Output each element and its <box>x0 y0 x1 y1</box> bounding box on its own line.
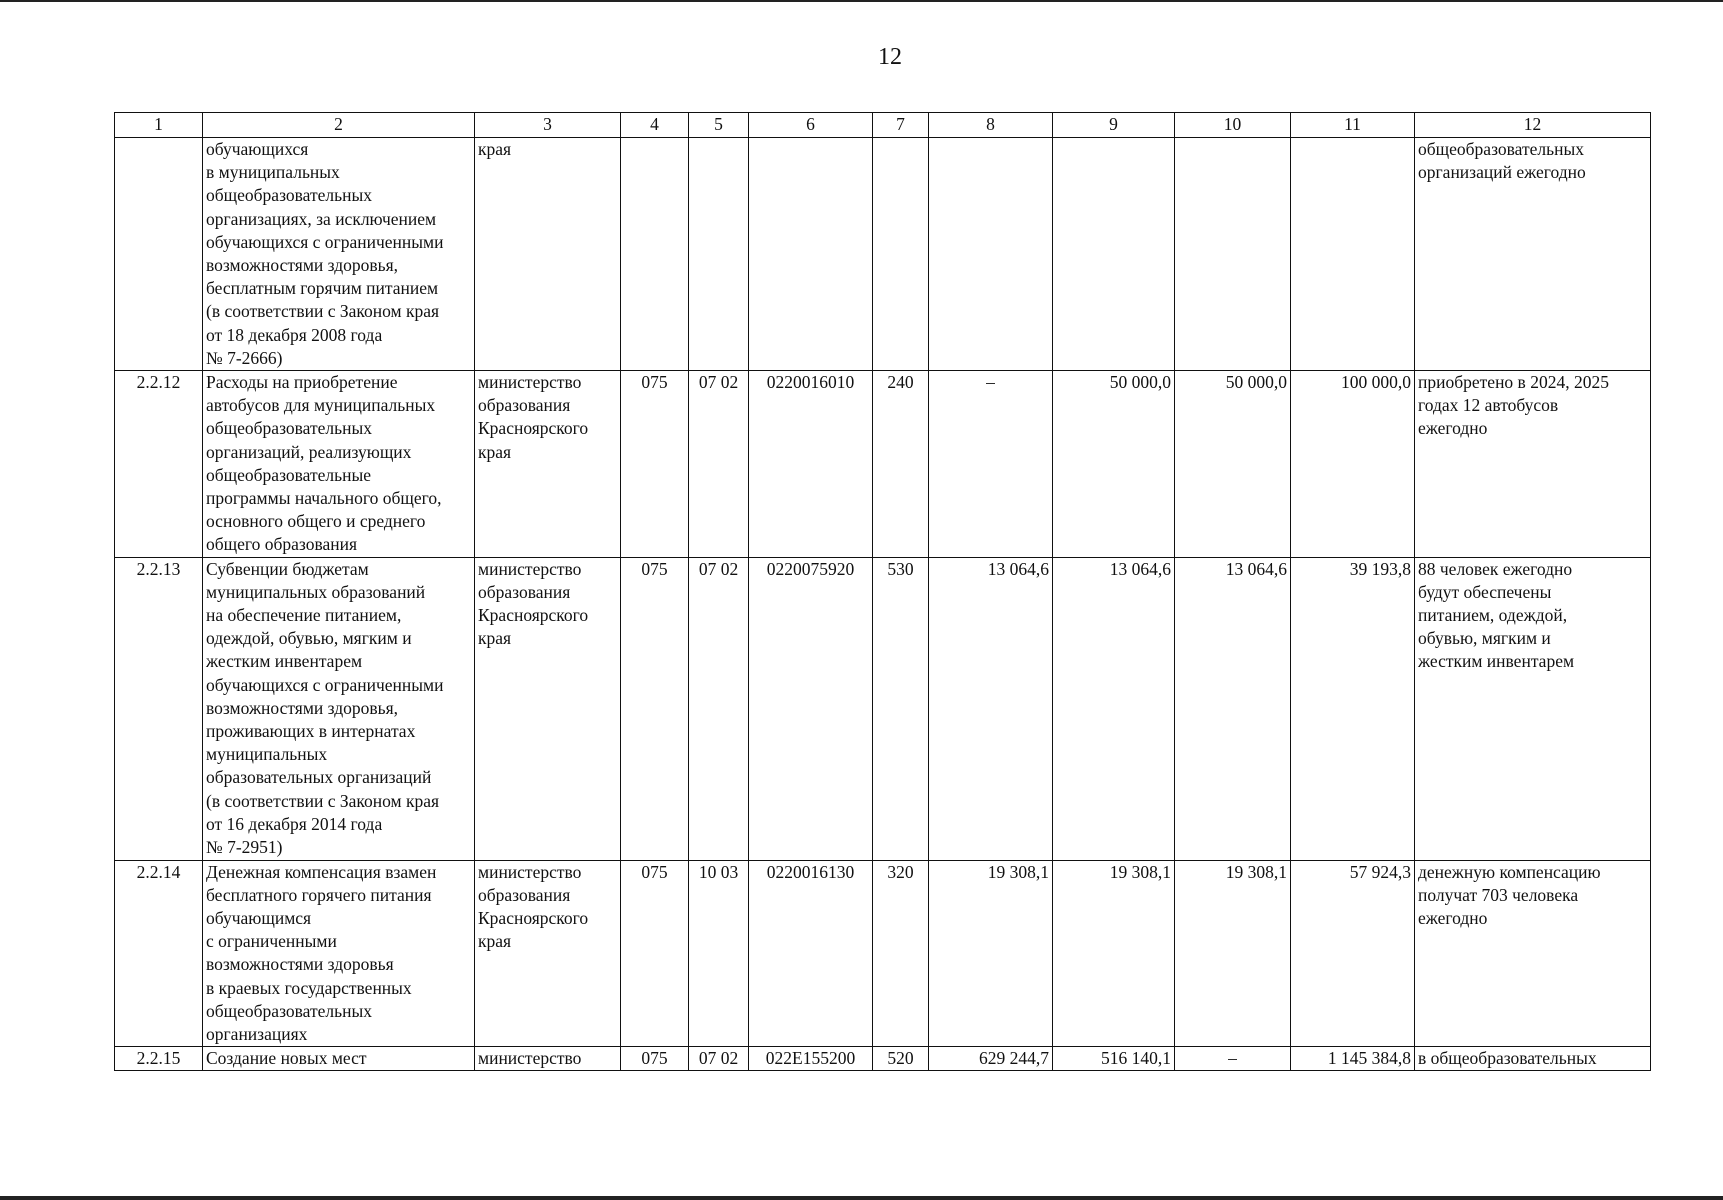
target-article-code: 0220016010 <box>749 371 873 558</box>
expense-type-code: 320 <box>873 860 929 1047</box>
grbs-code: 075 <box>621 557 689 860</box>
scan-edge-bottom <box>0 1196 1723 1200</box>
amount-col-9: 13 064,6 <box>1053 557 1175 860</box>
amount-col-8: 629 244,7 <box>929 1047 1053 1071</box>
expense-type-code: 520 <box>873 1047 929 1071</box>
amount-col-8: – <box>929 371 1053 558</box>
table-row <box>115 138 1651 371</box>
expense-type-code <box>873 138 929 371</box>
expense-type-code: 530 <box>873 557 929 860</box>
target-article-code: 0220016130 <box>749 860 873 1047</box>
amount-col-10: 19 308,1 <box>1175 860 1291 1047</box>
amount-col-8 <box>929 138 1053 371</box>
page-number: 12 <box>878 44 902 70</box>
amount-col-9: 516 140,1 <box>1053 1047 1175 1071</box>
amount-col-10 <box>1175 138 1291 371</box>
amount-col-9: 19 308,1 <box>1053 860 1175 1047</box>
section-code: 07 02 <box>689 371 749 558</box>
amount-total: 57 924,3 <box>1291 860 1415 1047</box>
column-header: 4 <box>621 113 689 138</box>
target-article-code: 022E155200 <box>749 1047 873 1071</box>
section-code <box>689 138 749 371</box>
activity-name: Расходы на приобретение автобусов для муниципальных общеобразовательных организаций, реализующих общеобразовательные программы начального общего, основного общего и среднего общего образования <box>203 371 475 558</box>
expected-result: в общеобразовательных <box>1415 1047 1651 1071</box>
responsible-ministry: министерство образования Красноярского края <box>475 557 621 860</box>
row-number: 2.2.15 <box>115 1047 203 1071</box>
grbs-code: 075 <box>621 860 689 1047</box>
expected-result: 88 человек ежегодно будут обеспечены питанием, одеждой, обувью, мягким и жестким инвентарем <box>1415 557 1651 860</box>
column-header: 5 <box>689 113 749 138</box>
row-number <box>115 138 203 371</box>
grbs-code: 075 <box>621 371 689 558</box>
column-header: 2 <box>203 113 475 138</box>
row-number: 2.2.12 <box>115 371 203 558</box>
section-code: 07 02 <box>689 557 749 860</box>
column-header: 6 <box>749 113 873 138</box>
scan-edge-top <box>0 0 1723 2</box>
section-code: 07 02 <box>689 1047 749 1071</box>
amount-total: 39 193,8 <box>1291 557 1415 860</box>
amount-col-8: 13 064,6 <box>929 557 1053 860</box>
budget-table <box>114 112 1651 1071</box>
amount-col-9: 50 000,0 <box>1053 371 1175 558</box>
activity-name: обучающихся в муниципальных общеобразовательных организациях, за исключением обучающихся с ограниченными возможностями здоровья, бесплатным горячим питанием (в соответствии с Законом края от 18 декабря 2008 года № 7-2666) <box>203 138 475 371</box>
column-header: 9 <box>1053 113 1175 138</box>
responsible-ministry: края <box>475 138 621 371</box>
column-header: 12 <box>1415 113 1651 138</box>
responsible-ministry: министерство образования Красноярского края <box>475 371 621 558</box>
section-code: 10 03 <box>689 860 749 1047</box>
amount-col-10: – <box>1175 1047 1291 1071</box>
column-header: 10 <box>1175 113 1291 138</box>
grbs-code: 075 <box>621 1047 689 1071</box>
expected-result: приобретено в 2024, 2025 годах 12 автобусов ежегодно <box>1415 371 1651 558</box>
column-header: 1 <box>115 113 203 138</box>
amount-col-8: 19 308,1 <box>929 860 1053 1047</box>
responsible-ministry: министерство образования Красноярского края <box>475 860 621 1047</box>
grbs-code <box>621 138 689 371</box>
expected-result: общеобразовательных организаций ежегодно <box>1415 138 1651 371</box>
responsible-ministry: министерство <box>475 1047 621 1071</box>
header-row <box>115 113 1651 138</box>
row-number: 2.2.13 <box>115 557 203 860</box>
activity-name: Создание новых мест <box>203 1047 475 1071</box>
table-row <box>115 1047 1651 1071</box>
table-row <box>115 557 1651 860</box>
column-header: 8 <box>929 113 1053 138</box>
expected-result: денежную компенсацию получат 703 человека ежегодно <box>1415 860 1651 1047</box>
table-row <box>115 860 1651 1047</box>
amount-col-10: 13 064,6 <box>1175 557 1291 860</box>
activity-name: Денежная компенсация взамен бесплатного горячего питания обучающимся с ограниченными возможностями здоровья в краевых государственных общеобразовательных организациях <box>203 860 475 1047</box>
amount-col-10: 50 000,0 <box>1175 371 1291 558</box>
table-row <box>115 371 1651 558</box>
target-article-code <box>749 138 873 371</box>
row-number: 2.2.14 <box>115 860 203 1047</box>
expense-type-code: 240 <box>873 371 929 558</box>
amount-total: 1 145 384,8 <box>1291 1047 1415 1071</box>
column-header: 11 <box>1291 113 1415 138</box>
column-header: 3 <box>475 113 621 138</box>
amount-total <box>1291 138 1415 371</box>
target-article-code: 0220075920 <box>749 557 873 860</box>
amount-total: 100 000,0 <box>1291 371 1415 558</box>
activity-name: Субвенции бюджетам муниципальных образований на обеспечение питанием, одеждой, обувью, мягким и жестким инвентарем обучающихся с ограниченными возможностями здоровья, проживающих в интернатах муниципальных образовательных организаций (в соответствии с Законом края от 16 декабря 2014 года № 7-2951) <box>203 557 475 860</box>
amount-col-9 <box>1053 138 1175 371</box>
column-header: 7 <box>873 113 929 138</box>
